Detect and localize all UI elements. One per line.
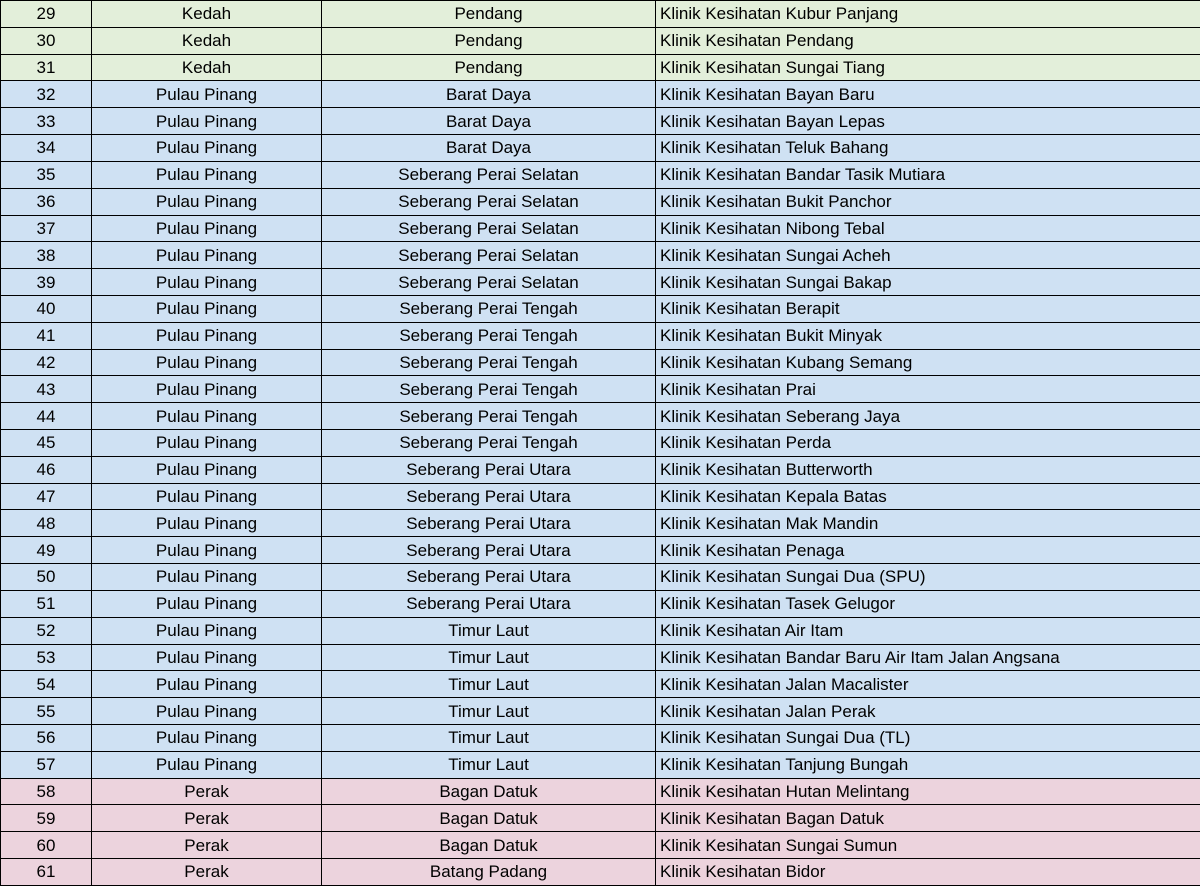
cell-clinic-name: Klinik Kesihatan Sungai Dua (TL) [656, 724, 1200, 751]
cell-clinic-name: Klinik Kesihatan Air Itam [656, 617, 1200, 644]
cell-row-number: 45 [1, 430, 92, 457]
cell-state: Pulau Pinang [92, 269, 322, 296]
cell-clinic-name: Klinik Kesihatan Pendang [656, 27, 1200, 54]
cell-state: Pulau Pinang [92, 751, 322, 778]
cell-district: Timur Laut [322, 698, 656, 725]
cell-row-number: 50 [1, 564, 92, 591]
cell-district: Bagan Datuk [322, 832, 656, 859]
cell-state: Pulau Pinang [92, 644, 322, 671]
cell-row-number: 40 [1, 295, 92, 322]
cell-state: Pulau Pinang [92, 456, 322, 483]
cell-state: Pulau Pinang [92, 564, 322, 591]
cell-district: Pendang [322, 1, 656, 28]
table-row [1, 832, 1200, 859]
table-row [1, 590, 1200, 617]
cell-district: Seberang Perai Selatan [322, 269, 656, 296]
cell-clinic-name: Klinik Kesihatan Sungai Bakap [656, 269, 1200, 296]
cell-district: Seberang Perai Selatan [322, 188, 656, 215]
cell-row-number: 48 [1, 510, 92, 537]
cell-district: Timur Laut [322, 671, 656, 698]
cell-state: Pulau Pinang [92, 537, 322, 564]
cell-clinic-name: Klinik Kesihatan Penaga [656, 537, 1200, 564]
cell-clinic-name: Klinik Kesihatan Bandar Tasik Mutiara [656, 161, 1200, 188]
cell-district: Timur Laut [322, 724, 656, 751]
table-row [1, 27, 1200, 54]
cell-district: Barat Daya [322, 135, 656, 162]
cell-row-number: 41 [1, 322, 92, 349]
cell-row-number: 52 [1, 617, 92, 644]
cell-state: Pulau Pinang [92, 510, 322, 537]
cell-clinic-name: Klinik Kesihatan Prai [656, 376, 1200, 403]
cell-row-number: 44 [1, 403, 92, 430]
cell-district: Batang Padang [322, 859, 656, 886]
cell-clinic-name: Klinik Kesihatan Sungai Dua (SPU) [656, 564, 1200, 591]
cell-clinic-name: Klinik Kesihatan Teluk Bahang [656, 135, 1200, 162]
cell-district: Seberang Perai Tengah [322, 349, 656, 376]
cell-state: Pulau Pinang [92, 590, 322, 617]
cell-state: Pulau Pinang [92, 430, 322, 457]
cell-row-number: 38 [1, 242, 92, 269]
table-row [1, 269, 1200, 296]
cell-state: Kedah [92, 54, 322, 81]
table-row [1, 564, 1200, 591]
cell-clinic-name: Klinik Kesihatan Tasek Gelugor [656, 590, 1200, 617]
cell-row-number: 61 [1, 859, 92, 886]
table-row [1, 242, 1200, 269]
cell-district: Barat Daya [322, 108, 656, 135]
cell-clinic-name: Klinik Kesihatan Berapit [656, 295, 1200, 322]
table-row [1, 295, 1200, 322]
table-row [1, 376, 1200, 403]
cell-row-number: 56 [1, 724, 92, 751]
cell-clinic-name: Klinik Kesihatan Jalan Macalister [656, 671, 1200, 698]
cell-state: Perak [92, 832, 322, 859]
cell-row-number: 34 [1, 135, 92, 162]
table-row [1, 483, 1200, 510]
table-row [1, 188, 1200, 215]
cell-clinic-name: Klinik Kesihatan Jalan Perak [656, 698, 1200, 725]
cell-clinic-name: Klinik Kesihatan Mak Mandin [656, 510, 1200, 537]
cell-clinic-name: Klinik Kesihatan Sungai Tiang [656, 54, 1200, 81]
cell-district: Pendang [322, 27, 656, 54]
table-row [1, 617, 1200, 644]
cell-district: Seberang Perai Utara [322, 483, 656, 510]
cell-clinic-name: Klinik Kesihatan Bukit Minyak [656, 322, 1200, 349]
cell-district: Pendang [322, 54, 656, 81]
cell-row-number: 37 [1, 215, 92, 242]
cell-state: Pulau Pinang [92, 724, 322, 751]
table-row [1, 751, 1200, 778]
cell-row-number: 31 [1, 54, 92, 81]
table-row [1, 805, 1200, 832]
cell-state: Pulau Pinang [92, 242, 322, 269]
cell-state: Pulau Pinang [92, 376, 322, 403]
cell-district: Seberang Perai Selatan [322, 161, 656, 188]
cell-district: Seberang Perai Selatan [322, 215, 656, 242]
cell-district: Seberang Perai Utara [322, 537, 656, 564]
cell-row-number: 39 [1, 269, 92, 296]
cell-row-number: 53 [1, 644, 92, 671]
cell-state: Pulau Pinang [92, 617, 322, 644]
cell-clinic-name: Klinik Kesihatan Bukit Panchor [656, 188, 1200, 215]
cell-clinic-name: Klinik Kesihatan Nibong Tebal [656, 215, 1200, 242]
cell-district: Timur Laut [322, 617, 656, 644]
cell-row-number: 30 [1, 27, 92, 54]
cell-state: Perak [92, 778, 322, 805]
table-row [1, 698, 1200, 725]
cell-row-number: 36 [1, 188, 92, 215]
cell-row-number: 29 [1, 1, 92, 28]
cell-row-number: 46 [1, 456, 92, 483]
table-row [1, 108, 1200, 135]
cell-district: Seberang Perai Tengah [322, 322, 656, 349]
cell-state: Pulau Pinang [92, 322, 322, 349]
cell-row-number: 51 [1, 590, 92, 617]
cell-row-number: 32 [1, 81, 92, 108]
cell-state: Perak [92, 805, 322, 832]
table-row [1, 349, 1200, 376]
table-row [1, 671, 1200, 698]
cell-district: Seberang Perai Utara [322, 564, 656, 591]
cell-clinic-name: Klinik Kesihatan Sungai Sumun [656, 832, 1200, 859]
cell-state: Pulau Pinang [92, 188, 322, 215]
table-row [1, 81, 1200, 108]
cell-state: Kedah [92, 27, 322, 54]
cell-row-number: 57 [1, 751, 92, 778]
table-row [1, 430, 1200, 457]
cell-district: Seberang Perai Tengah [322, 403, 656, 430]
table-row [1, 859, 1200, 886]
cell-district: Timur Laut [322, 644, 656, 671]
cell-state: Pulau Pinang [92, 349, 322, 376]
cell-clinic-name: Klinik Kesihatan Bayan Baru [656, 81, 1200, 108]
table-row [1, 54, 1200, 81]
cell-clinic-name: Klinik Kesihatan Bagan Datuk [656, 805, 1200, 832]
cell-row-number: 42 [1, 349, 92, 376]
table-row [1, 403, 1200, 430]
cell-district: Bagan Datuk [322, 805, 656, 832]
table-row [1, 135, 1200, 162]
cell-state: Pulau Pinang [92, 483, 322, 510]
table-row [1, 215, 1200, 242]
cell-state: Pulau Pinang [92, 108, 322, 135]
cell-row-number: 55 [1, 698, 92, 725]
table-row [1, 456, 1200, 483]
table-row [1, 778, 1200, 805]
cell-row-number: 58 [1, 778, 92, 805]
cell-state: Perak [92, 859, 322, 886]
table-row [1, 161, 1200, 188]
cell-district: Barat Daya [322, 81, 656, 108]
clinic-table-body [1, 1, 1200, 886]
cell-district: Seberang Perai Utara [322, 510, 656, 537]
cell-clinic-name: Klinik Kesihatan Perda [656, 430, 1200, 457]
cell-row-number: 43 [1, 376, 92, 403]
cell-row-number: 35 [1, 161, 92, 188]
cell-clinic-name: Klinik Kesihatan Hutan Melintang [656, 778, 1200, 805]
cell-district: Timur Laut [322, 751, 656, 778]
table-row [1, 510, 1200, 537]
table-row [1, 322, 1200, 349]
cell-district: Seberang Perai Tengah [322, 430, 656, 457]
cell-state: Pulau Pinang [92, 403, 322, 430]
cell-clinic-name: Klinik Kesihatan Bidor [656, 859, 1200, 886]
cell-clinic-name: Klinik Kesihatan Kepala Batas [656, 483, 1200, 510]
cell-row-number: 60 [1, 832, 92, 859]
table-row [1, 644, 1200, 671]
cell-clinic-name: Klinik Kesihatan Bayan Lepas [656, 108, 1200, 135]
cell-state: Pulau Pinang [92, 81, 322, 108]
cell-state: Pulau Pinang [92, 295, 322, 322]
cell-state: Pulau Pinang [92, 671, 322, 698]
cell-row-number: 33 [1, 108, 92, 135]
cell-district: Seberang Perai Utara [322, 590, 656, 617]
cell-state: Pulau Pinang [92, 161, 322, 188]
cell-row-number: 49 [1, 537, 92, 564]
cell-district: Seberang Perai Utara [322, 456, 656, 483]
table-row [1, 1, 1200, 28]
cell-state: Pulau Pinang [92, 215, 322, 242]
cell-row-number: 47 [1, 483, 92, 510]
cell-district: Seberang Perai Selatan [322, 242, 656, 269]
table-row [1, 537, 1200, 564]
cell-clinic-name: Klinik Kesihatan Kubang Semang [656, 349, 1200, 376]
cell-row-number: 54 [1, 671, 92, 698]
cell-clinic-name: Klinik Kesihatan Sungai Acheh [656, 242, 1200, 269]
cell-state: Pulau Pinang [92, 135, 322, 162]
cell-clinic-name: Klinik Kesihatan Butterworth [656, 456, 1200, 483]
cell-district: Seberang Perai Tengah [322, 295, 656, 322]
cell-state: Kedah [92, 1, 322, 28]
cell-row-number: 59 [1, 805, 92, 832]
cell-district: Seberang Perai Tengah [322, 376, 656, 403]
cell-state: Pulau Pinang [92, 698, 322, 725]
cell-clinic-name: Klinik Kesihatan Kubur Panjang [656, 1, 1200, 28]
cell-clinic-name: Klinik Kesihatan Seberang Jaya [656, 403, 1200, 430]
cell-clinic-name: Klinik Kesihatan Bandar Baru Air Itam Jalan Angsana [656, 644, 1200, 671]
table-row [1, 724, 1200, 751]
cell-district: Bagan Datuk [322, 778, 656, 805]
cell-clinic-name: Klinik Kesihatan Tanjung Bungah [656, 751, 1200, 778]
